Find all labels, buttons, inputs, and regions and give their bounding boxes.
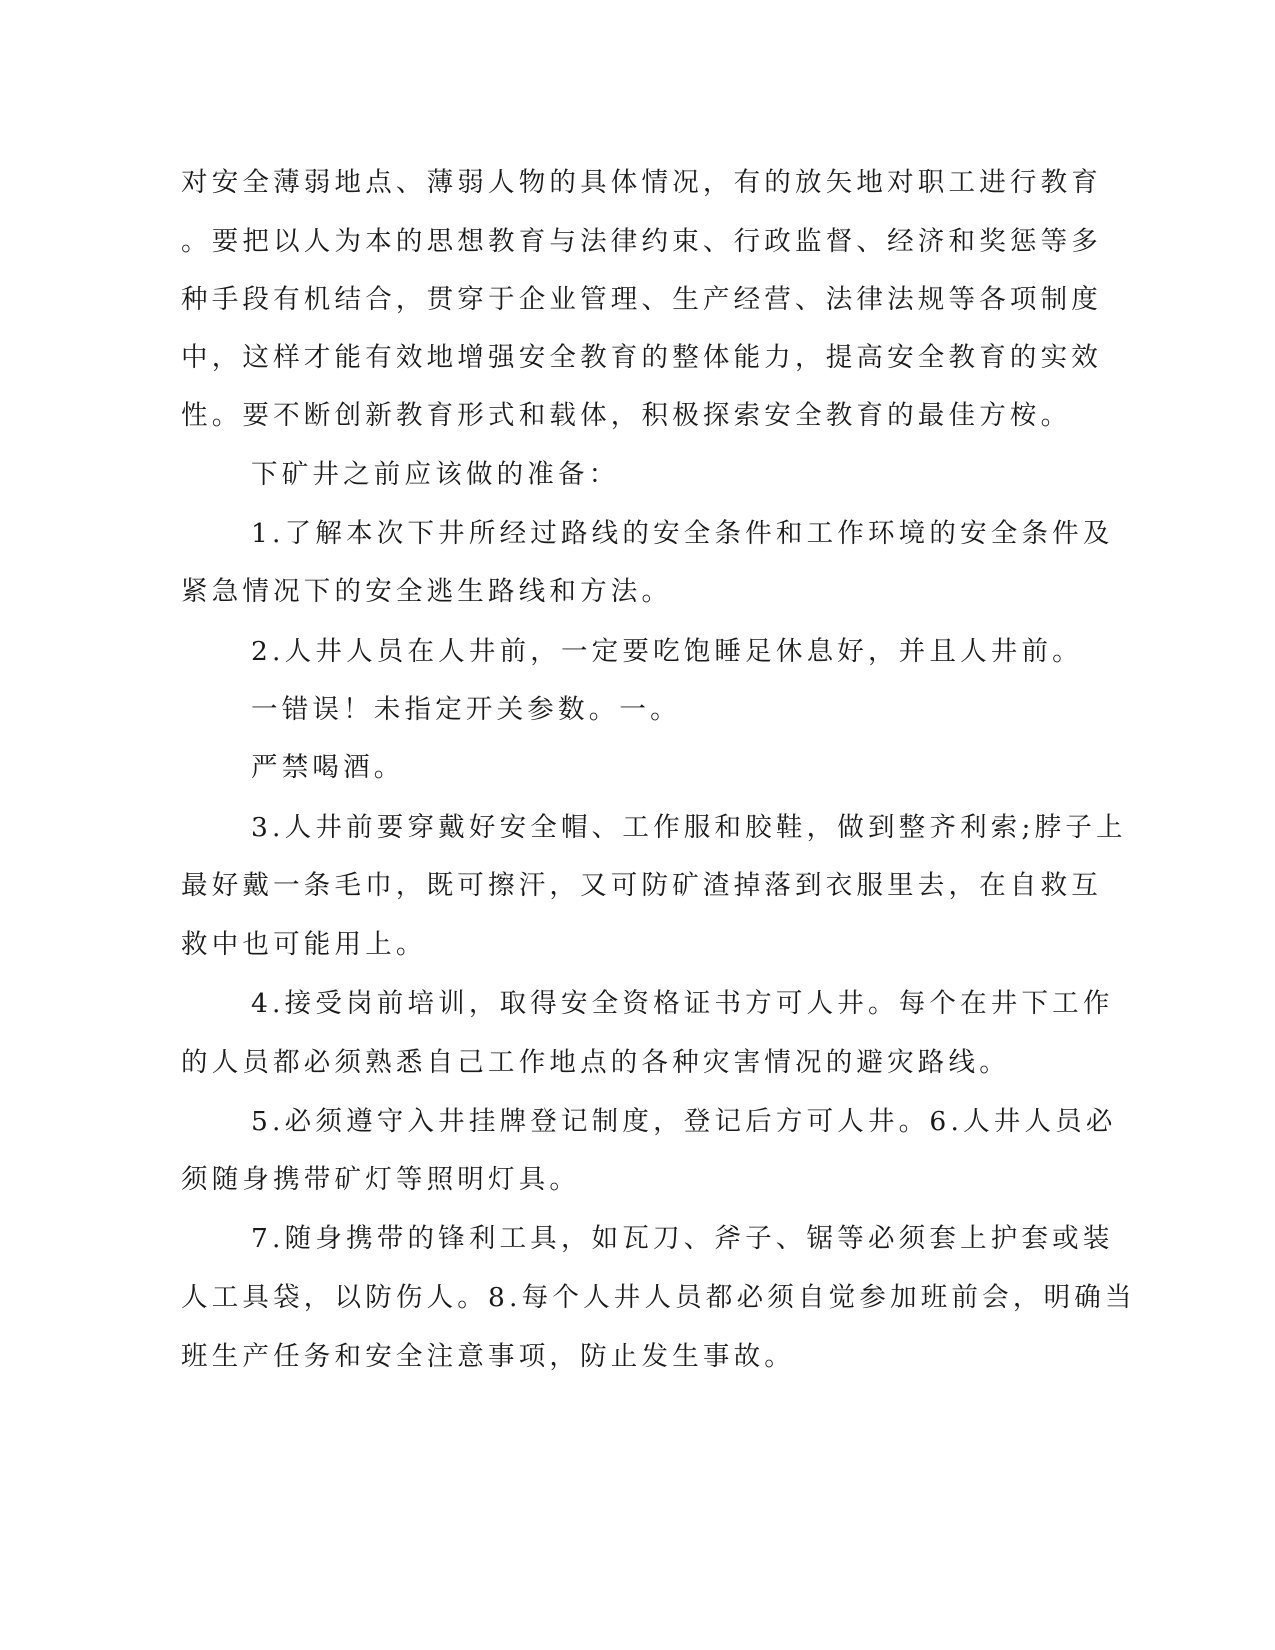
text-line: 救中也可能用上。 <box>181 929 427 960</box>
text-line: 性。要不断创新教育形式和载体，积极探索安全教育的最佳方桉。 <box>181 400 1072 431</box>
text-line: 种手段有机结合，贯穿于企业管理、生产经营、法律法规等各项制度 <box>181 284 1102 315</box>
text-line: 的人员都必须熟悉自己工作地点的各种灾害情况的避灾路线。 <box>181 1047 1010 1078</box>
text-line: 2.人井人员在人井前，一定要吃饱睡足休息好，并且人井前。 <box>251 636 1083 667</box>
text-line: 1.了解本次下井所经过路线的安全条件和工作环境的安全条件及 <box>251 518 1114 549</box>
text-line: 须随身携带矿灯等照明灯具。 <box>181 1164 581 1195</box>
text-line: 班生产任务和安全注意事项，防止发生事故。 <box>181 1341 795 1372</box>
text-line: 3.人井前要穿戴好安全帽、工作服和胶鞋，做到整齐利索;脖子上 <box>251 812 1127 843</box>
text-line: 。要把以人为本的思想教育与法律约束、行政监督、经济和奖惩等多 <box>181 226 1102 257</box>
text-line: 对安全薄弱地点、薄弱人物的具体情况，有的放矢地对职工进行教育 <box>181 167 1102 198</box>
text-line: 人工具袋，以防伤人。8.每个人井人员都必须自觉参加班前会，明确当 <box>181 1282 1136 1313</box>
text-line: 严禁喝酒。 <box>251 752 405 783</box>
text-line: 7.随身携带的锋利工具，如瓦刀、斧子、锯等必须套上护套或装 <box>251 1223 1114 1254</box>
text-line: 紧急情况下的安全逃生路线和方法。 <box>181 576 673 607</box>
error-text: 一错误！未指定开关参数。一。 <box>251 694 681 725</box>
text-line: 4.接受岗前培训，取得安全资格证书方可人井。每个在井下工作 <box>251 988 1114 1019</box>
text-line: 5.必须遵守入井挂牌登记制度，登记后方可人井。6.人井人员必 <box>251 1106 1117 1137</box>
section-heading: 下矿井之前应该做的准备： <box>251 459 620 490</box>
text-line: 最好戴一条毛巾，既可擦汗，又可防矿渣掉落到衣服里去，在自救互 <box>181 870 1102 901</box>
text-line: 中，这样才能有效地增强安全教育的整体能力，提高安全教育的实效 <box>181 342 1102 373</box>
